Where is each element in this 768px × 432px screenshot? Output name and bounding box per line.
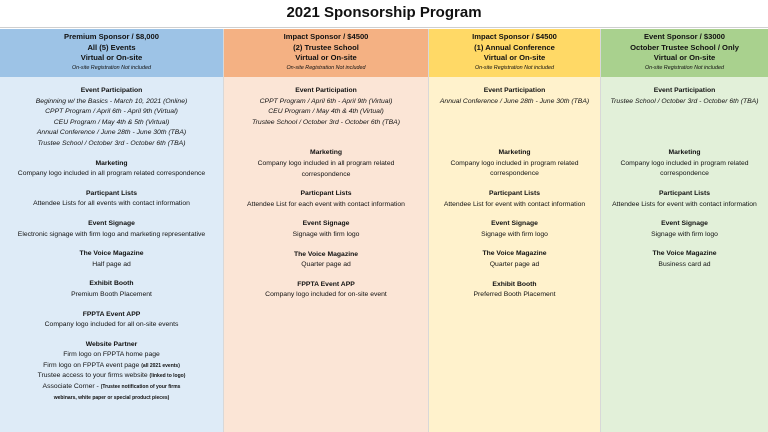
column-body [429,77,600,432]
section-text [0,371,223,382]
tier-events: All (5) Events [87,42,136,52]
section-heading: Marketing [498,149,531,157]
section-text: Firm logo on FPPTA home page [63,351,160,359]
section-heading: Particpant Lists [300,190,352,198]
event-line: CPPT Program / April 6th - April 9th (Virtual) [45,108,178,116]
partner-note: (linked to logo) [149,373,186,380]
participation-section [224,86,428,128]
section-text: correspondence [301,170,351,178]
impact-trustee-column [224,29,429,432]
magazine-section [429,249,600,270]
section-text: Half page ad [92,260,131,268]
app-section [224,280,428,301]
signage-section [224,219,428,240]
partner-text: Firm logo on FPPTA event page [43,361,140,369]
section-heading: Event Signage [88,219,135,227]
partner-text: Trustee access to your firms website [37,372,148,380]
partner-note: (Trustee notification of your firms [100,384,181,391]
booth-section [429,280,600,301]
signage-section [429,219,600,240]
section-text: correspondence [660,170,709,178]
page-title: 2021 Sponsorship Program [0,0,768,28]
partner-text: Associate Corner - [42,383,99,391]
section-heading: Event Signage [491,220,538,228]
tier-name: Impact Sponsor / $4500 [472,32,557,41]
section-heading: Event Signage [302,220,350,228]
signage-section [601,219,768,240]
tier-format: Virtual or On-site [483,53,546,62]
section-text: Company logo included in all program related [257,159,395,167]
event-line: CEU Program / May 4th & 5th (Virtual) [53,118,170,126]
column-header [429,29,600,77]
event-line: Trustee School / October 3rd - October 6th (TBA) [37,139,186,147]
partner-note: webinars, white paper or special product pieces) [53,394,170,401]
participation-section [429,86,600,107]
section-heading: Website Partner [85,340,138,348]
section-heading: Event Signage [661,220,708,228]
lists-section [224,189,428,210]
section-text: Signage with firm logo [651,230,718,238]
section-heading: Particpant Lists [489,189,540,197]
section-heading: Exhibit Booth [492,280,537,288]
tier-name: Impact Sponsor / $4500 [283,32,369,41]
section-heading: FPPTA Event APP [82,310,141,318]
section-heading: Event Participation [483,87,546,94]
signage-section [0,219,223,240]
section-heading: The Voice Magazine [482,250,547,258]
booth-section [0,279,223,300]
column-body [224,77,428,432]
section-heading: Event Participation [295,87,357,94]
marketing-section [224,148,428,180]
column-body [601,77,768,432]
lists-section [429,189,600,210]
tier-format: Virtual or On-site [653,53,716,62]
section-heading: Event Participation [80,87,143,94]
event-line: CPPT Program / April 6th - April 9th (Virtual) [259,97,393,105]
event-line: Beginning w/ the Basics - March 10, 2021 (Online) [35,97,188,105]
marketing-section [0,159,223,180]
section-heading: The Voice Magazine [79,250,144,258]
section-heading: Particpant Lists [86,189,137,197]
event-line: Trustee School / October 3rd - October 6th (TBA) [610,97,759,105]
column-header [601,29,768,77]
section-text: Attendee Lists for event with contact information [612,200,757,208]
event-line: Annual Conference / June 28th - June 30th (TBA) [439,97,590,105]
website-partner-section [0,340,223,404]
tier-note: On-site Registration Not included [644,64,725,71]
section-text [0,382,223,393]
impact-conference-column [429,29,601,432]
tier-format: Virtual or On-site [80,53,143,62]
section-text: Business card ad [658,260,711,268]
section-text: Preferred Booth Placement [473,291,556,299]
section-heading: Exhibit Booth [89,280,134,288]
premium-sponsor-column [0,29,224,432]
tier-format: Virtual or On-site [295,53,357,62]
section-text: Company logo included in all program related correspondence [17,170,206,178]
tier-events: October Trustee School / Only [630,42,739,52]
section-heading: The Voice Magazine [293,250,359,258]
event-line: Trustee School / October 3rd - October 6th (TBA) [252,118,400,126]
participation-section [0,86,223,150]
section-text: Attendee Lists for all events with contact information [33,200,190,208]
section-text: Quarter page ad [489,260,540,268]
lists-section [0,189,223,210]
magazine-section [601,249,768,270]
section-text [0,361,223,372]
section-text: Signage with firm logo [481,230,548,238]
event-sponsor-column [601,29,768,432]
marketing-section [429,148,600,180]
magazine-section [0,249,223,270]
marketing-section [601,148,768,180]
tier-note: On-site Registration Not included [286,64,366,71]
tier-note: On-site Registration Not included [474,64,555,71]
section-text: Signage with firm logo [292,230,360,238]
partner-note: (all 2021 events) [141,362,180,369]
section-heading: The Voice Magazine [652,250,717,258]
section-text: Company logo included in program related [620,159,749,167]
sponsorship-table [0,29,768,432]
event-line: CEU Program / May 4th & 4th (Virtual) [268,108,384,116]
section-text: correspondence [490,170,539,178]
tier-name: Event Sponsor / $3000 [643,32,726,41]
section-text: Company logo included for on-site event [265,291,387,299]
lists-section [601,189,768,210]
section-heading: Particpant Lists [659,189,710,197]
tier-events: (2) Trustee School [293,42,359,52]
event-line: Annual Conference / June 28th - June 30th (TBA) [36,129,187,137]
section-text: Electronic signage with firm logo and marketing representative [17,230,206,238]
participation-section [601,86,768,107]
section-text: Attendee List for event with contact information [443,200,586,208]
section-heading: Marketing [95,159,128,167]
section-heading: Marketing [309,149,343,157]
app-section [0,310,223,331]
section-text: Company logo included for all on-site events [44,321,179,329]
section-text: Premium Booth Placement [71,290,152,298]
tier-note: On-site Registration Not included [71,64,152,71]
column-header [0,29,223,77]
tier-name: Premium Sponsor / $8,000 [64,32,159,41]
section-heading: FPPTA Event APP [297,280,355,288]
section-heading: Event Participation [653,87,716,94]
section-text: Company logo included in program related [450,159,579,167]
magazine-section [224,250,428,271]
section-text: Quarter page ad [301,261,351,269]
tier-events: (1) Annual Conference [474,42,555,52]
column-header [224,29,428,77]
section-heading: Marketing [668,149,701,157]
column-body [0,77,223,432]
section-text: Attendee List for each event with contact information [247,200,405,208]
